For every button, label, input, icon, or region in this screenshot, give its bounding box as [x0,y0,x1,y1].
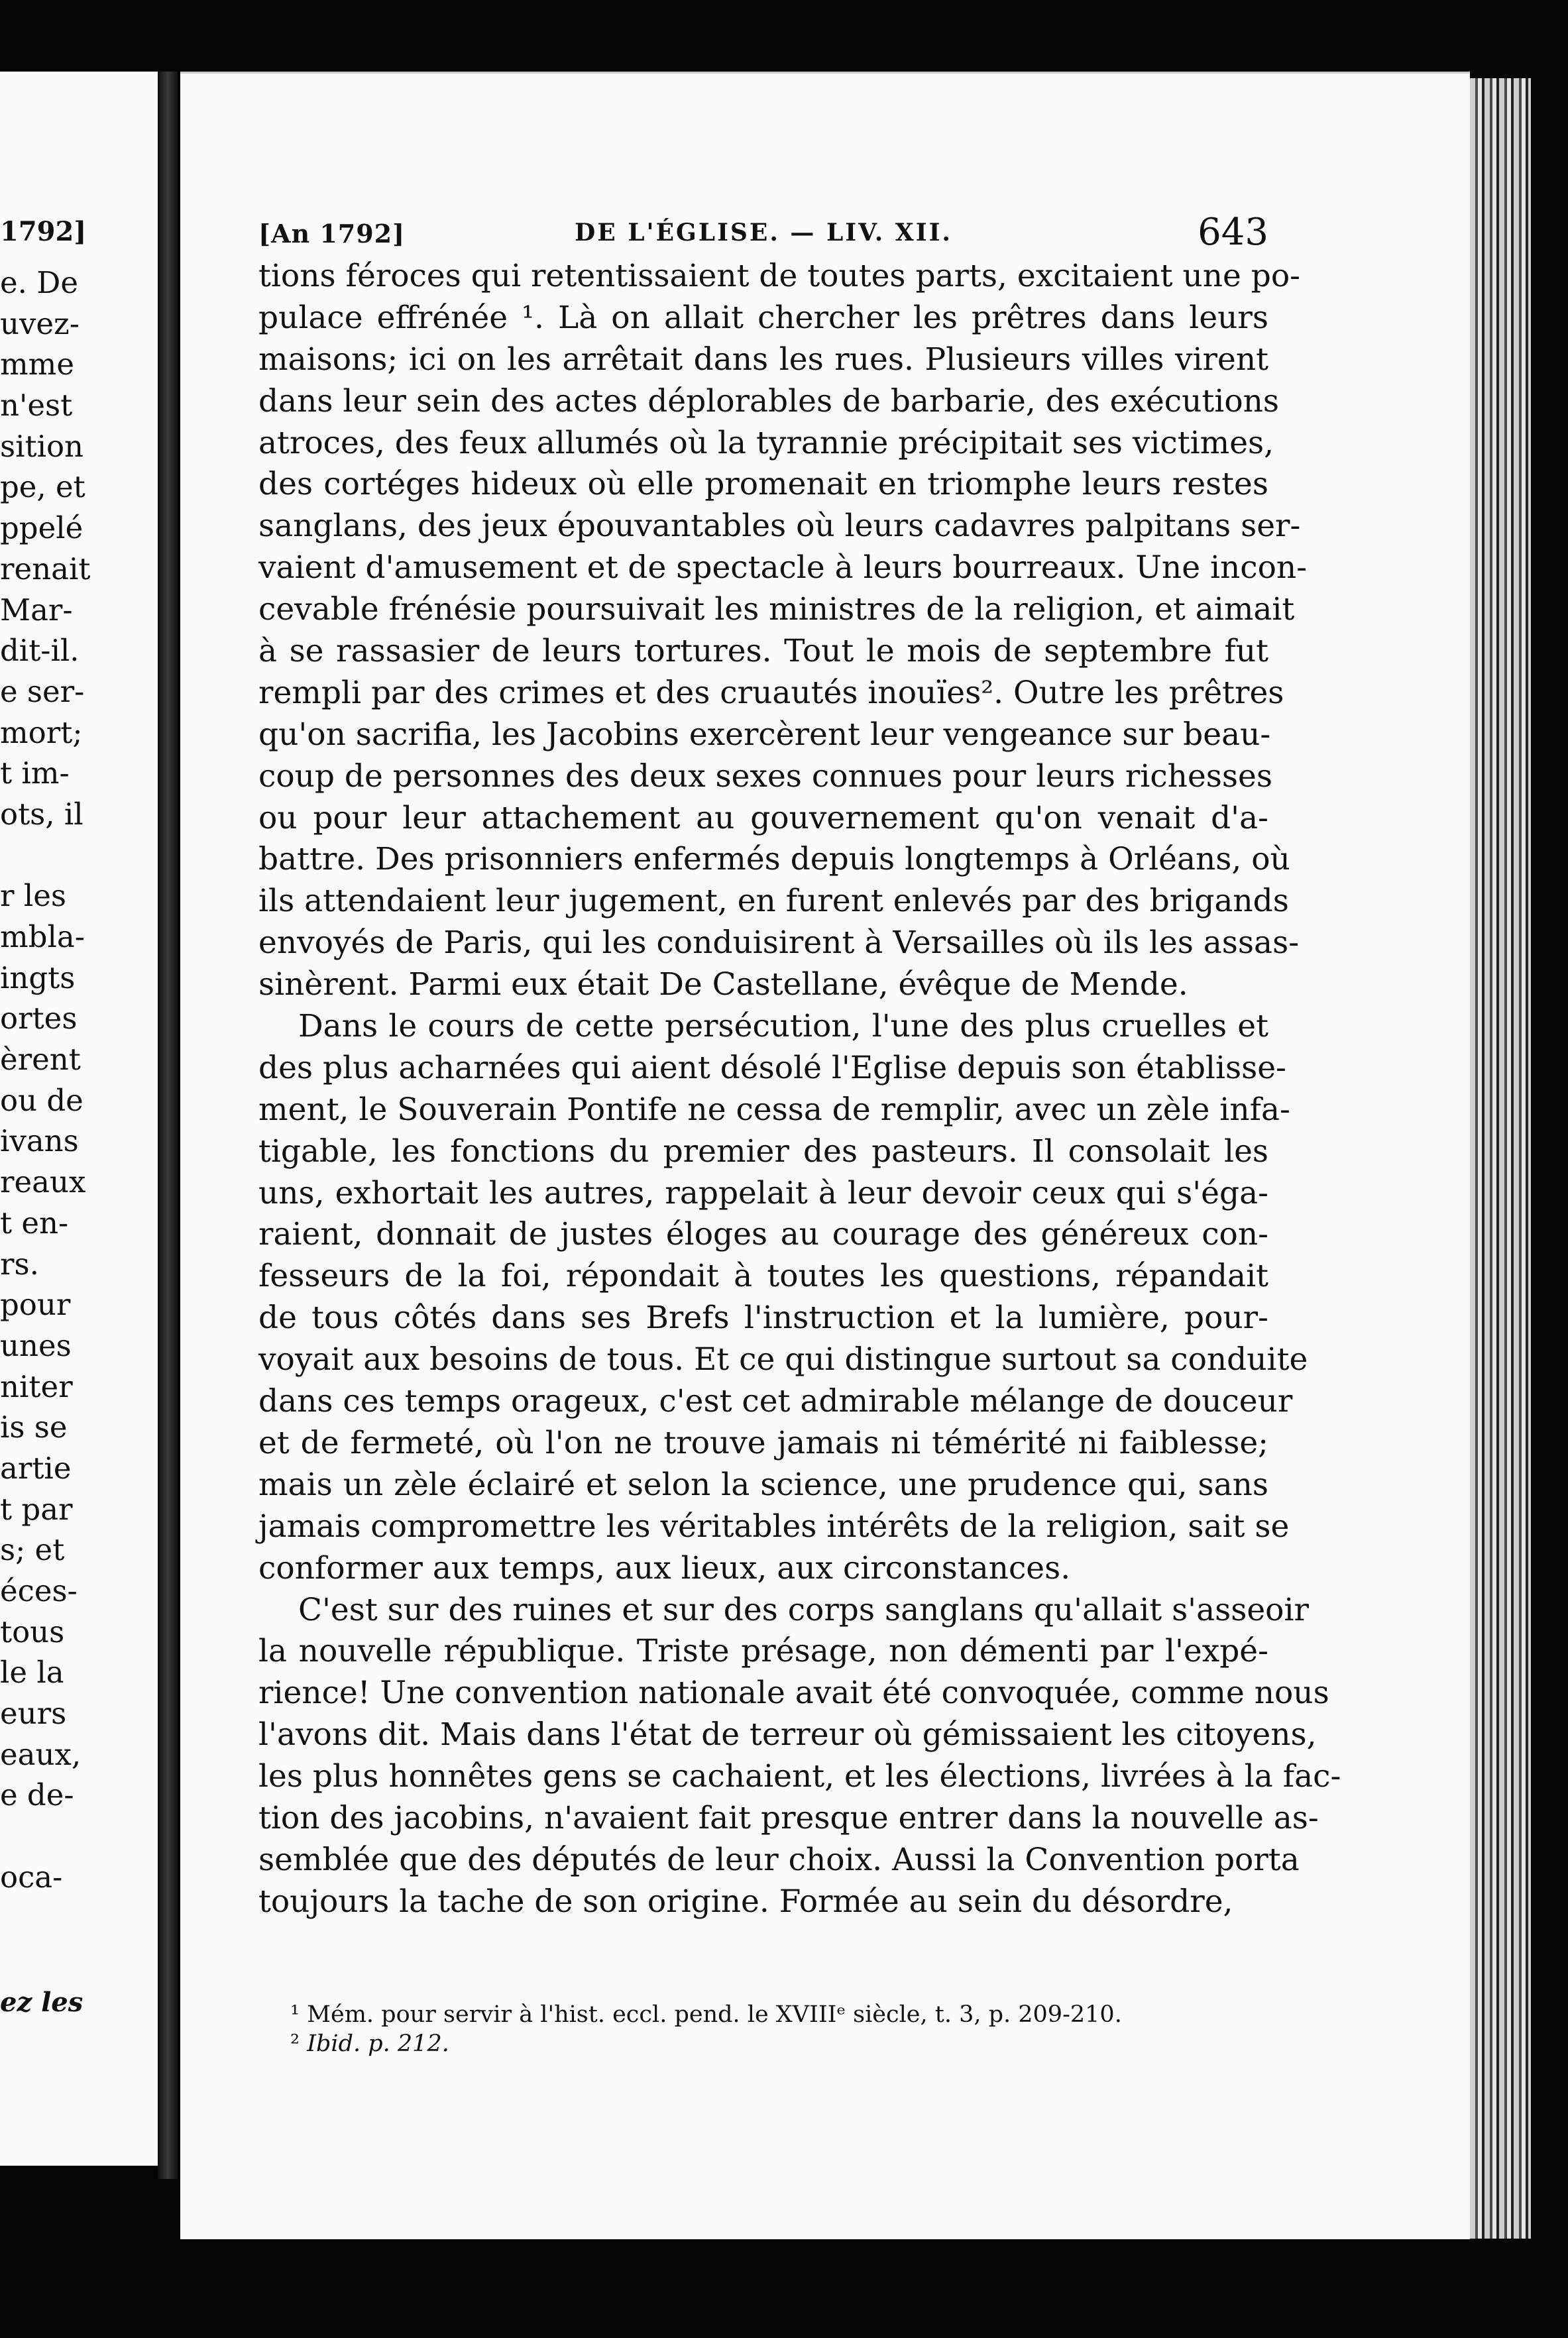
text-line: dans leur sein des actes déplorables de barbarie, des exécutions [258,382,1280,419]
previous-page-line: ou de [0,1082,84,1118]
text-line: ils attendaient leur jugement, en furent enlevés par des brigands [258,883,1289,920]
text-line: rempli par des crimes et des cruautés inouïes². Outre les prêtres [258,674,1284,711]
previous-page-line: sition [0,428,84,464]
footnote-2 [290,2031,449,2057]
previous-page-line: t im- [0,755,70,791]
text-line: dans ces temps orageux, c'est cet admirable mélange de douceur [258,1383,1293,1420]
previous-page-line [0,835,156,876]
previous-page-line: t en- [0,1205,69,1241]
text-line: tions féroces qui retentissaient de toutes parts, excitaient une po- [258,258,1301,294]
footnote-2-text: Ibid. p. 212. [307,2031,449,2057]
previous-page-line: renait [0,551,91,586]
text-line: C'est sur des ruines et sur des corps sanglans qu'allait s'asseoir [298,1591,1309,1628]
text-line: envoyés de Paris, qui les conduisirent à Versailles où ils les assas- [258,924,1300,962]
previous-page-text [0,262,156,1898]
previous-page-line: is se [0,1410,68,1445]
previous-page-line: r les [0,878,66,914]
previous-page-line: pe, et [0,469,85,505]
previous-page-line: eaux, [0,1736,82,1772]
footnote-2-mark: ² [290,2031,300,2057]
header-year: [An 1792] [258,219,406,249]
previous-page-footnote: ez les [0,1987,84,2018]
text-line: tion des jacobins, n'avaient fait presque entrer dans la nouvelle as- [258,1799,1319,1836]
text-line: jamais compromettre les véritables intérêts de la religion, sait se [258,1508,1290,1545]
footnote-1 [290,2001,1122,2028]
previous-page-line: ortes [0,1001,78,1036]
text-line: qu'on sacrifia, les Jacobins exercèrent leur vengeance sur beau- [258,716,1271,753]
previous-page-line: le la [0,1655,64,1691]
text-line: des cortéges hideux où elle promenait en triomphe leurs restes [258,466,1268,503]
text-line: ou pour leur attachement au gouvernement qu'on venait d'a- [258,799,1268,836]
running-header [258,211,1268,254]
previous-page-line [0,1816,156,1857]
previous-page-line: artie [0,1450,72,1486]
previous-page-line: mort; [0,714,83,750]
book-gutter [158,72,178,2179]
text-line: rience! Une convention nationale avait été convoquée, comme nous [258,1675,1329,1712]
previous-page-line: Mar- [0,592,73,628]
text-line: pulace effrénée ¹. Là on allait chercher les prêtres dans leurs [258,299,1268,336]
previous-page-line: ots, il [0,796,84,832]
previous-page-line: mme [0,347,74,382]
previous-page-line: n'est [0,388,73,423]
previous-page-line: e de- [0,1777,74,1813]
text-line: ment, le Souverain Pontife ne cessa de remplir, avec un zèle infa- [258,1091,1290,1128]
page-number: 643 [1198,211,1268,254]
text-line: de tous côtés dans ses Brefs l'instruction et la lumière, pour- [258,1300,1268,1337]
previous-page-line: ivans [0,1123,79,1159]
previous-page-line: dit-il. [0,633,80,669]
text-line: tigable, les fonctions du premier des pasteurs. Il consolait les [258,1133,1268,1170]
text-line: voyait aux besoins de tous. Et ce qui distingue surtout sa conduite [258,1341,1308,1378]
previous-page-line: e ser- [0,673,85,709]
text-line: vaient d'amusement et de spectacle à leurs bourreaux. Une incon- [258,549,1308,586]
previous-page-line: unes [0,1327,72,1363]
body-text [258,256,1341,1923]
footnote-1-mark: ¹ [290,2001,300,2028]
previous-page-line: ppelé [0,510,84,546]
text-line: mais un zèle éclairé et selon la science, une prudence qui, sans [258,1466,1268,1503]
text-line: et de fermeté, où l'on ne trouve jamais ni témérité ni faiblesse; [258,1424,1268,1461]
previous-page-line: éces- [0,1573,78,1608]
previous-page-line: tous [0,1614,65,1649]
text-line: les plus honnêtes gens se cachaient, et les élections, livrées à la fac- [258,1758,1341,1795]
text-line: Dans le cours de cette persécution, l'une des plus cruelles et [298,1008,1268,1045]
text-line: uns, exhortait les autres, rappelait à leur devoir ceux qui s'éga- [258,1174,1268,1211]
page-edges [1470,78,1531,2239]
previous-page-line: t par [0,1491,73,1527]
previous-page-line: uvez- [0,306,80,341]
previous-page-line: niter [0,1368,73,1404]
text-line: sinèrent. Parmi eux était De Castellane, évêque de Mende. [258,966,1188,1003]
text-line: coup de personnes des deux sexes connues pour leurs richesses [258,757,1272,795]
text-line: sanglans, des jeux épouvantables où leurs cadavres palpitans ser- [258,508,1301,545]
text-line: raient, donnait de justes éloges au courage des généreux con- [258,1216,1268,1253]
text-line: semblée que des députés de leur choix. Aussi la Convention porta [258,1841,1300,1878]
previous-page-line: rs. [0,1246,39,1282]
text-line: atroces, des feux allumés où la tyrannie précipitait ses victimes, [258,424,1274,461]
text-line: fesseurs de la foi, répondait à toutes les questions, répandait [258,1258,1268,1295]
text-line: à se rassasier de leurs tortures. Tout le mois de septembre fut [258,633,1268,670]
text-line: maisons; ici on les arrêtait dans les rues. Plusieurs villes virent [258,341,1268,378]
previous-page-line: èrent [0,1042,81,1078]
previous-page-line: e. De [0,265,78,300]
previous-page-line: oca- [0,1859,63,1895]
previous-page-line: s; et [0,1532,65,1568]
previous-page-line: eurs [0,1696,67,1732]
text-line: la nouvelle république. Triste présage, non démenti par l'expé- [258,1633,1268,1670]
previous-page-header: 1792] [0,216,87,247]
previous-page-line: reaux [0,1164,86,1200]
previous-page-line: pour [0,1287,71,1323]
text-line: battre. Des prisonniers enfermés depuis longtemps à Orléans, où [258,841,1290,878]
previous-page-line: mbla- [0,919,85,954]
text-line: conformer aux temps, aux lieux, aux circonstances. [258,1549,1071,1586]
text-line: des plus acharnées qui aient désolé l'Eglise depuis son établisse- [258,1049,1286,1086]
header-title: DE L'ÉGLISE. — LIV. XII. [575,219,952,247]
previous-page-line: ingts [0,960,76,995]
text-line: cevable frénésie poursuivait les ministres de la religion, et aimait [258,591,1295,628]
text-line: l'avons dit. Mais dans l'état de terreur où gémissaient les citoyens, [258,1716,1317,1754]
text-line: toujours la tache de son origine. Formée au sein du désordre, [258,1883,1233,1920]
footnote-1-text: Mém. pour servir à l'hist. eccl. pend. le XVIIIᵉ siècle, t. 3, p. 209-210. [307,2001,1122,2028]
